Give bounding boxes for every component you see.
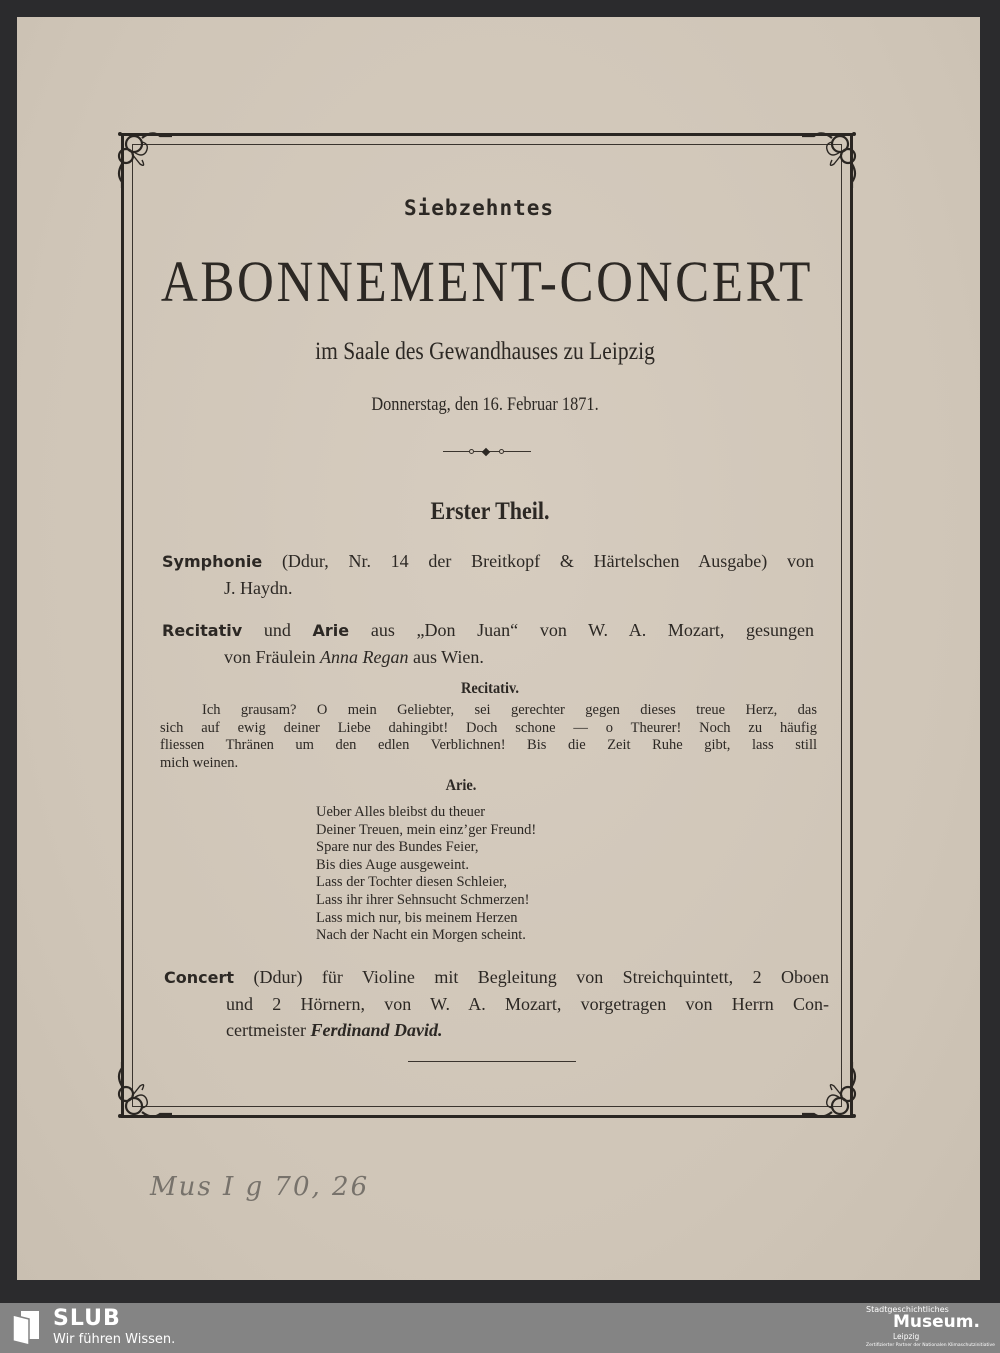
poem-line: Lass mich nur, bis meinem Herzen: [316, 909, 518, 926]
recitativ-line: Ich grausam? O mein Geliebter, sei gerechter gegen dieses treue Herz, das: [202, 702, 817, 718]
section-heading: Erster Theil.: [430, 498, 550, 525]
performer-prefix: certmeister: [226, 1020, 306, 1040]
corner-ornament-icon: [798, 1062, 862, 1126]
poem-line: Lass ihr ihrer Sehnsucht Schmerzen!: [316, 891, 530, 908]
page-title: ABONNEMENT-CONCERT: [160, 249, 814, 314]
museum-certification: Zertifizierter Partner der Nationalen Klimaschutzinitiative: [866, 1343, 995, 1348]
poem-line: Bis dies Auge ausgeweint.: [316, 856, 470, 873]
recitativ-text: [160, 702, 817, 772]
museum-logo-top: Stadtgeschichtliches: [866, 1305, 949, 1314]
work-details: aus „Don Juan“ von W. A. Mozart, gesungen: [370, 620, 815, 640]
arie-text: [316, 804, 536, 945]
recitativ-heading: Recitativ.: [461, 680, 519, 697]
work-title: Arie: [312, 621, 350, 640]
venue: im Saale des Gewandhauses zu Leipzig: [315, 338, 655, 365]
performer-name: Anna Regan: [320, 647, 409, 667]
performer-prefix: von Fräulein: [224, 647, 316, 667]
ornamental-divider: [443, 449, 531, 455]
work-title: Symphonie: [162, 552, 263, 571]
recitativ-line: mich weinen.: [160, 754, 239, 771]
recitativ-line: fliessen Thränen um den edlen Verblichnen! Bis die Zeit Ruhe gibt, lass still: [160, 737, 817, 753]
program-item-concert: [164, 964, 829, 1043]
program-item-recitativ-arie: [162, 617, 814, 670]
work-title: Concert: [164, 968, 234, 987]
end-rule: [408, 1061, 576, 1062]
work-details: (Ddur) für Violine mit Begleitung von Streichquintett, 2 Oboen: [253, 967, 830, 987]
concert-number: Siebzehntes: [403, 196, 555, 220]
footer-bar: [0, 1303, 1000, 1353]
work-details: (Ddur, Nr. 14 der Breitkopf & Härtelschen Ausgabe) von: [281, 551, 815, 571]
handwritten-shelfmark: Mus I g 70, 26: [150, 1172, 370, 1202]
performer-origin: aus Wien.: [412, 647, 484, 667]
connector-text: und: [263, 620, 291, 640]
corner-ornament-icon: [798, 124, 862, 188]
poem-line: Lass der Tochter diesen Schleier,: [316, 874, 507, 891]
slub-tagline: Wir führen Wissen.: [53, 1332, 176, 1347]
concert-date: Donnerstag, den 16. Februar 1871.: [371, 394, 599, 415]
poem-line: Deiner Treuen, mein einz’ger Freund!: [316, 821, 537, 838]
poem-line: Nach der Nacht ein Morgen scheint.: [316, 927, 526, 944]
slub-logo-text: SLUB: [53, 1306, 121, 1331]
book-icon: [13, 1311, 41, 1345]
corner-ornament-icon: [112, 124, 176, 188]
poem-line: Spare nur des Bundes Feier,: [316, 839, 479, 856]
recitativ-line: sich auf ewig deiner Liebe dahingibt! Doch schone — o Theurer! Noch zu häufig: [160, 719, 817, 736]
program-item-symphonie: [162, 548, 814, 601]
work-details-line: und 2 Hörnern, von W. A. Mozart, vorgetragen von Herrn Con-: [226, 994, 829, 1014]
composer: J. Haydn.: [224, 578, 293, 598]
poem-line: Ueber Alles bleibst du theuer: [316, 804, 486, 820]
arie-heading: Arie.: [445, 777, 477, 794]
corner-ornament-icon: [112, 1062, 176, 1126]
work-title: Recitativ: [162, 621, 243, 640]
performer-name: Ferdinand David.: [310, 1020, 443, 1040]
museum-logo-city: Leipzig: [893, 1332, 920, 1341]
museum-logo-name: Museum.: [893, 1312, 980, 1332]
